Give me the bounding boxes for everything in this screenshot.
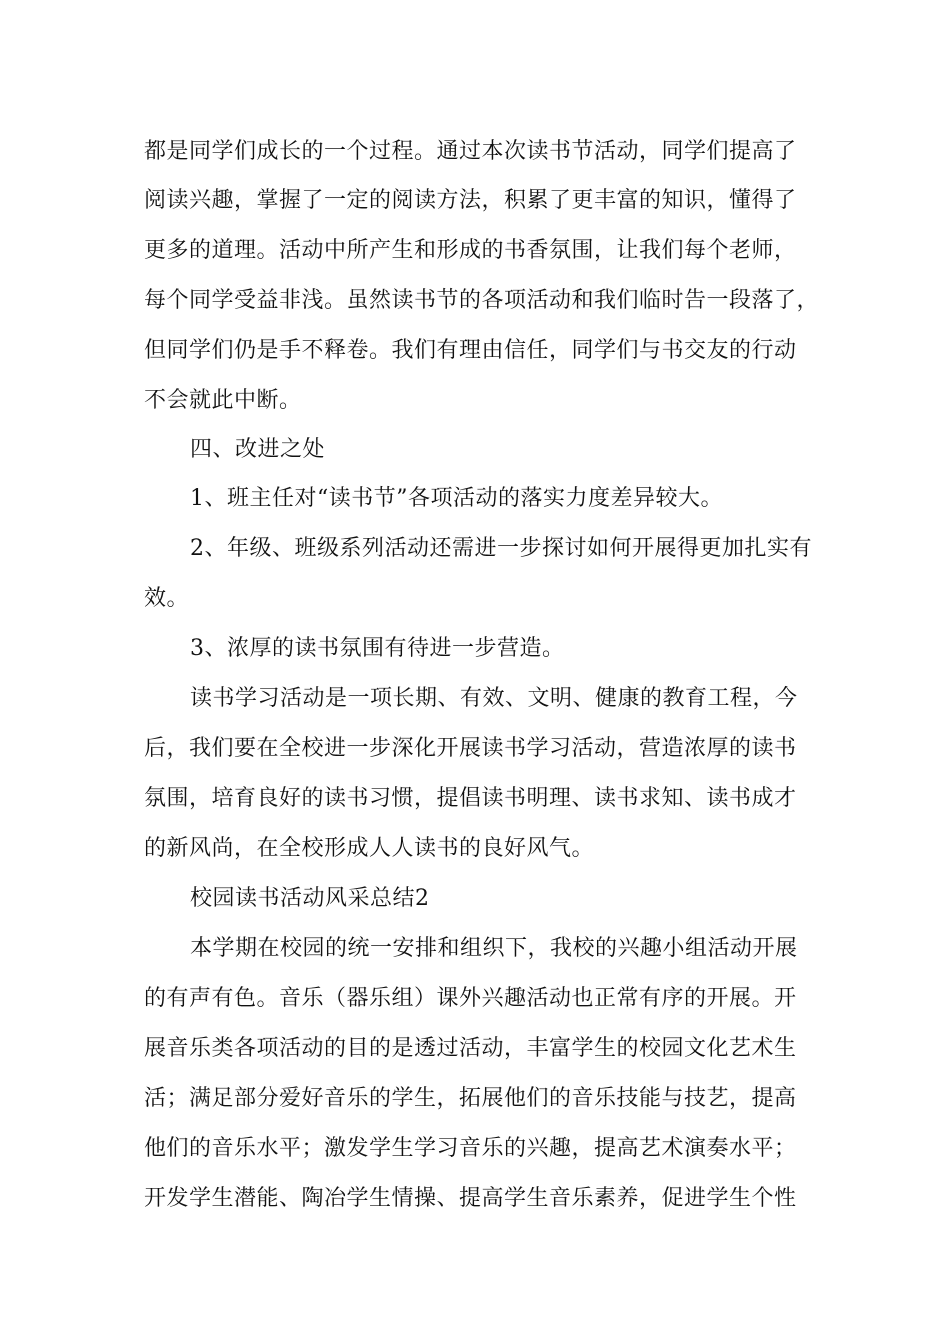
text-line: 每个同学受益非浅。虽然读书节的各项活动和我们临时告一段落了， — [144, 288, 820, 313]
list-item: 3、浓厚的读书氛围有待进一步营造。 — [190, 636, 565, 661]
text-line: 本学期在校园的统一安排和组织下，我校的兴趣小组活动开展 — [190, 936, 798, 961]
text-line: 展音乐类各项活动的目的是透过活动，丰富学生的校园文化艺术生 — [144, 1036, 797, 1061]
text-line: 都是同学们成长的一个过程。通过本次读书节活动，同学们提高了 — [144, 139, 797, 164]
text-line: 读书学习活动是一项长期、有效、文明、健康的教育工程，今 — [190, 686, 798, 711]
text-line: 但同学们仍是手不释卷。我们有理由信任，同学们与书交友的行动 — [144, 338, 797, 363]
list-item: 1、班主任对“读书节”各项活动的落实力度差异较大。 — [190, 486, 723, 511]
section-heading: 四、改进之处 — [190, 437, 326, 462]
article-title: 校园读书活动风采总结2 — [190, 886, 430, 911]
list-item: 2、年级、班级系列活动还需进一步探讨如何开展得更加扎实有 — [190, 536, 812, 561]
text-line: 他们的音乐水平；激发学生学习音乐的兴趣，提高艺术演奏水平； — [144, 1136, 797, 1161]
text-line: 的新风尚，在全校形成人人读书的良好风气。 — [144, 836, 595, 861]
text-line: 效。 — [144, 586, 190, 611]
text-line: 开发学生潜能、陶冶学生情操、提高学生音乐素养，促进学生个性 — [144, 1186, 797, 1211]
text-line: 活；满足部分爱好音乐的学生，拓展他们的音乐技能与技艺，提高 — [144, 1086, 797, 1111]
text-line: 阅读兴趣，掌握了一定的阅读方法，积累了更丰富的知识，懂得了 — [144, 188, 797, 213]
text-line: 的有声有色。音乐（器乐组）课外兴趣活动也正常有序的开展。开 — [144, 986, 797, 1011]
text-line: 不会就此中断。 — [144, 388, 302, 413]
text-line: 更多的道理。活动中所产生和形成的书香氛围，让我们每个老师， — [144, 238, 797, 263]
text-line: 后，我们要在全校进一步深化开展读书学习活动，营造浓厚的读书 — [144, 736, 797, 761]
text-line: 氛围，培育良好的读书习惯，提倡读书明理、读书求知、读书成才 — [144, 786, 797, 811]
